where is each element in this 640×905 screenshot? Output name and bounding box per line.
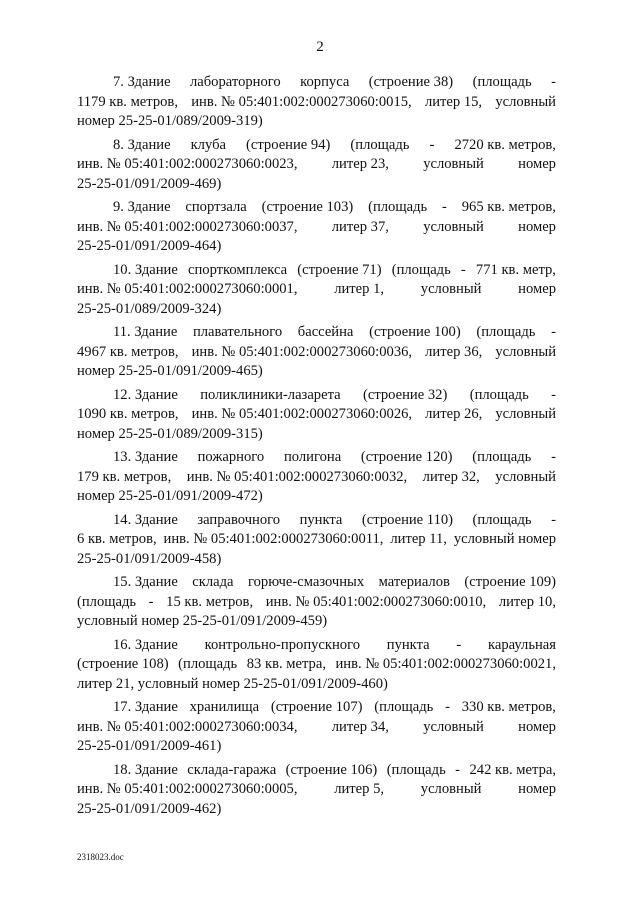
text-segment: 10. Здание — [113, 261, 178, 278]
list-item — [77, 323, 556, 382]
text-segment: (строение 71) — [297, 261, 382, 278]
text-segment: 8. Здание — [113, 136, 171, 153]
list-item — [77, 698, 556, 757]
text-line — [77, 237, 556, 257]
text-segment: (площадь — [178, 656, 238, 672]
list-item — [77, 448, 556, 507]
text-segment: - — [460, 261, 466, 278]
text-segment: контрольно-пропускного — [204, 636, 361, 653]
text-segment: (строение 38) — [368, 74, 454, 90]
text-segment: 25-25-01/091/2009-464) — [77, 238, 222, 254]
text-segment: (строение 103) — [261, 199, 354, 215]
text-segment: номер — [518, 718, 556, 735]
text-segment: 25-25-01/091/2009-462) — [77, 800, 222, 817]
text-segment: (строение 107) — [270, 699, 363, 715]
text-segment: полигона — [283, 449, 342, 465]
text-line — [77, 780, 556, 800]
text-segment: пожарного — [197, 449, 265, 465]
text-segment: условный — [423, 156, 484, 172]
text-segment: (строение 100) — [369, 324, 461, 340]
text-segment: 6 кв. метров, — [77, 531, 157, 547]
text-segment: склада — [192, 574, 234, 590]
text-segment: склада-гаража — [187, 761, 277, 778]
text-line — [77, 93, 556, 113]
text-segment: инв. № 05:401:002:000273060:0034, — [77, 718, 298, 735]
list-item — [77, 573, 556, 632]
text-segment: номер — [518, 218, 556, 235]
text-line — [77, 698, 556, 718]
text-segment: (площадь — [472, 449, 532, 465]
text-line — [77, 386, 556, 406]
text-segment: условный — [495, 468, 556, 485]
text-segment: литер 23, — [331, 156, 389, 172]
text-segment: инв. № 05:401:002:000273060:0005, — [77, 781, 298, 797]
text-segment: литер 11, — [390, 531, 447, 547]
text-segment: 25-25-01/091/2009-458) — [77, 550, 222, 567]
text-segment: 330 кв. метров, — [461, 699, 556, 715]
text-segment: плавательного — [192, 324, 283, 340]
list-item — [77, 636, 556, 695]
text-segment: номер 25-25-01/091/2009-472) — [77, 488, 263, 504]
text-segment: караульная — [488, 636, 556, 653]
text-segment: 16. Здание — [113, 636, 178, 653]
text-line — [77, 405, 556, 425]
text-line — [77, 636, 556, 656]
text-line — [77, 800, 556, 820]
text-line — [77, 612, 556, 632]
text-line — [77, 468, 556, 488]
text-segment: - — [551, 449, 556, 465]
text-segment: инв. № 05:401:002:000273060:0023, — [77, 156, 298, 172]
text-segment: 17. Здание — [113, 699, 178, 715]
list-item — [77, 761, 556, 820]
document-filename: 2318023.doc — [77, 852, 124, 862]
text-segment: (строение 110) — [361, 511, 454, 528]
text-segment: условный номер — [453, 531, 556, 547]
text-segment: (площадь — [374, 699, 434, 715]
text-segment: поликлиники-лазарета — [200, 386, 341, 403]
text-line — [77, 323, 556, 343]
text-line — [77, 675, 556, 695]
text-line — [77, 198, 556, 218]
text-segment: 25-25-01/091/2009-469) — [77, 175, 222, 192]
text-segment: пункта — [299, 511, 343, 528]
text-segment: - — [445, 699, 450, 715]
text-segment: - — [551, 386, 556, 403]
text-segment: (строение 108) — [77, 656, 169, 672]
text-line — [77, 136, 556, 156]
text-segment: 15 кв. метров, — [166, 593, 254, 610]
list-item — [77, 261, 556, 320]
text-line — [77, 573, 556, 593]
text-segment: инв. № 05:401:002:000273060:0015, — [191, 93, 412, 110]
text-line — [77, 300, 556, 320]
text-segment: (строение 106) — [285, 761, 378, 778]
text-segment: 179 кв. метров, — [77, 468, 172, 485]
text-segment: инв. № 05:401:002:000273060:0032, — [186, 468, 408, 485]
list-item — [77, 511, 556, 570]
list-item — [77, 198, 556, 257]
text-segment: литер 32, — [422, 468, 480, 485]
text-segment: условный — [420, 281, 482, 297]
text-segment: (площадь — [469, 386, 529, 403]
text-segment: инв. № 05:401:002:000273060:0001, — [77, 281, 298, 297]
text-segment: спорткомплекса — [187, 261, 288, 278]
text-segment: клуба — [190, 136, 226, 153]
list-item — [77, 73, 556, 132]
text-segment: литер 21, условный номер 25-25-01/091/2009-460) — [77, 675, 388, 692]
text-segment: - — [551, 511, 556, 528]
text-segment: - — [551, 324, 556, 340]
document-body — [77, 73, 556, 823]
text-segment: 13. Здание — [113, 449, 178, 465]
text-line — [77, 511, 556, 531]
text-segment: литер 1, — [334, 281, 385, 297]
text-segment: литер 10, — [498, 593, 556, 610]
text-segment: условный — [495, 343, 556, 360]
text-segment: 4967 кв. метров, — [77, 343, 179, 360]
text-segment: 242 кв. метра, — [469, 761, 556, 778]
text-segment: условный — [495, 93, 556, 110]
text-line — [77, 530, 556, 550]
text-line — [77, 593, 556, 613]
text-segment: литер 26, — [425, 406, 483, 422]
text-segment: 1090 кв. метров, — [77, 406, 179, 422]
text-segment: (строение 109) — [464, 574, 556, 590]
text-segment: условный — [423, 718, 484, 735]
text-segment: 11. Здание — [113, 324, 178, 340]
text-segment: - — [456, 636, 462, 653]
text-segment: бассейна — [297, 324, 354, 340]
text-segment: хранилища — [189, 699, 260, 715]
text-segment: номер — [518, 281, 556, 297]
text-segment: (площадь — [472, 511, 532, 528]
text-segment: 83 кв. метра, — [246, 656, 326, 672]
text-segment: условный номер 25-25-01/091/2009-459) — [77, 613, 328, 629]
text-segment: 7. Здание — [113, 74, 171, 90]
text-segment: горюче-смазочных — [247, 574, 365, 590]
page-number: 2 — [316, 39, 324, 55]
text-segment: литер 5, — [334, 781, 385, 797]
text-segment: 15. Здание — [113, 574, 178, 590]
text-segment: 14. Здание — [113, 511, 178, 528]
text-segment: номер 25-25-01/091/2009-465) — [77, 363, 263, 379]
text-segment: 965 кв. метров, — [461, 199, 556, 215]
text-line — [77, 655, 556, 675]
text-segment: (площадь — [350, 136, 410, 153]
text-segment: (строение 94) — [246, 136, 331, 153]
text-segment: литер 15, — [424, 93, 483, 110]
text-line — [77, 112, 556, 132]
text-segment: литер 34, — [331, 718, 389, 735]
text-line — [77, 175, 556, 195]
text-segment: - — [551, 74, 556, 90]
text-segment: - — [442, 199, 447, 215]
text-segment: 12. Здание — [113, 386, 178, 403]
text-segment: инв. № 05:401:002:000273060:0036, — [191, 343, 413, 360]
text-line — [77, 218, 556, 238]
text-segment: 18. Здание — [113, 761, 178, 778]
text-line — [77, 280, 556, 300]
text-segment: условный — [495, 406, 556, 422]
text-segment: (площадь — [386, 761, 446, 778]
text-segment: инв. № 05:401:002:000273060:0011, — [163, 531, 384, 547]
text-segment: инв. № 05:401:002:000273060:0021, — [335, 656, 556, 672]
text-segment: лабораторного — [190, 74, 281, 90]
text-segment: 1179 кв. метров, — [77, 93, 178, 110]
text-segment: (площадь — [472, 74, 532, 90]
text-line — [77, 343, 556, 363]
text-line — [77, 737, 556, 757]
text-segment: инв. № 05:401:002:000273060:0026, — [191, 406, 413, 422]
text-segment: 25-25-01/089/2009-324) — [77, 300, 222, 317]
text-segment: литер 37, — [331, 218, 389, 235]
text-segment: (строение 120) — [360, 449, 453, 465]
text-segment: литер 36, — [425, 343, 483, 360]
text-line — [77, 155, 556, 175]
text-line — [77, 362, 556, 382]
text-segment: условный — [420, 781, 482, 797]
text-segment: - — [429, 136, 435, 153]
text-line — [77, 718, 556, 738]
text-segment: условный — [423, 218, 484, 235]
text-segment: номер 25-25-01/089/2009-319) — [77, 113, 263, 129]
text-segment: инв. № 05:401:002:000273060:0010, — [265, 593, 487, 610]
text-segment: (строение 32) — [362, 386, 448, 403]
text-line — [77, 448, 556, 468]
text-segment: пункта — [386, 636, 430, 653]
text-segment: 771 кв. метр, — [475, 261, 556, 278]
list-item — [77, 136, 556, 195]
text-segment: спортзала — [185, 199, 247, 215]
list-item — [77, 386, 556, 445]
text-line — [77, 261, 556, 281]
text-segment: заправочного — [197, 511, 281, 528]
text-line — [77, 487, 556, 507]
text-segment: (площадь — [368, 199, 428, 215]
text-segment: номер 25-25-01/089/2009-315) — [77, 425, 263, 442]
text-segment: номер — [518, 156, 556, 172]
text-line — [77, 73, 556, 93]
text-segment: номер — [518, 781, 556, 797]
text-segment: корпуса — [300, 74, 350, 90]
text-segment: материалов — [378, 574, 450, 590]
text-segment: - — [455, 761, 461, 778]
text-segment: (площадь — [391, 261, 451, 278]
text-segment: - — [148, 593, 154, 610]
text-line — [77, 550, 556, 570]
text-segment: (площадь — [476, 324, 536, 340]
text-line — [77, 425, 556, 445]
text-line — [77, 761, 556, 781]
text-segment: (площадь — [77, 593, 137, 610]
text-segment: 2720 кв. метров, — [454, 136, 556, 153]
text-segment: 9. Здание — [113, 199, 171, 215]
text-segment: 25-25-01/091/2009-461) — [77, 738, 222, 754]
text-segment: инв. № 05:401:002:000273060:0037, — [77, 218, 298, 235]
